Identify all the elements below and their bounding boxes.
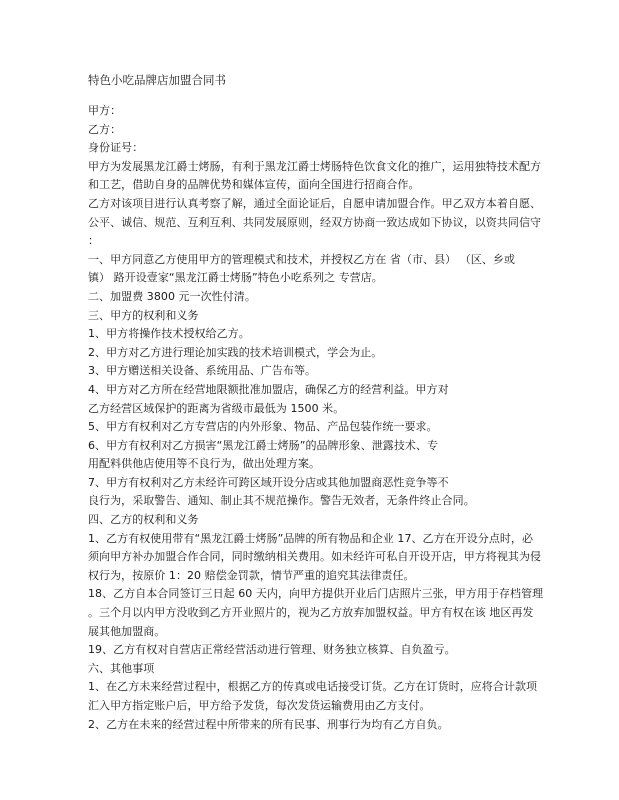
document-line: 汇入甲方指定账户后，甲方给予发货，每次发货运输费用由乙方支付。 — [88, 699, 431, 712]
document-line: 3、甲方赠送相关设备、系统用品、广告布等。 — [88, 364, 317, 378]
document-line: 展其他加盟商。 — [88, 624, 166, 638]
document-line: 和工艺，借助自身的品牌优势和媒体宣传，面向全国进行招商合作。 — [88, 178, 420, 192]
document-line: 乙方： — [88, 122, 122, 136]
document-line: 乙方对该项目进行认真考察了解，通过全面论证后，自愿申请加盟合作。甲乙双方本着自愿、 — [88, 196, 542, 210]
document-title: 特色小吃品牌店加盟合同书 — [88, 73, 226, 87]
document-line: 19、乙方有权对自营店正常经营活动进行管理、财务独立核算、自负盈亏。 — [88, 643, 456, 657]
document-line: 用配料供他店使用等不良行为，做出处理方案。 — [88, 457, 321, 471]
document-line: 镇） 路开设壹家“黑龙江爵士烤肠”特色小吃系列之 专营店。 — [88, 271, 383, 285]
document-line: 5、甲方有权利对乙方专营店的内外形象、物品、产品包装作统一要求。 — [88, 420, 438, 434]
document-line: ： — [88, 234, 100, 248]
document-line: 四、乙方的权利和义务 — [88, 513, 199, 527]
document-line: 乙方经营区域保护的距离为省级市最低为 1500 米。 — [88, 401, 345, 415]
document-line: 1、在乙方未来经营过程中，根据乙方的传真或电话接受订货。乙方在订货时，应将合计款项 — [88, 680, 538, 694]
document-line: 2、乙方在未来的经营过程中所带来的所有民事、刑事行为均有乙方自负。 — [88, 717, 449, 731]
document-line: 身份证号： — [88, 141, 144, 155]
document-line: 7、甲方有权利对乙方未经许可跨区域开设分店或其他加盟商恶性竞争等不 — [88, 475, 449, 489]
document-line: 一、甲方同意乙方使用甲方的管理模式和技术，并授权乙方在 省（市、县） （区、乡或 — [88, 252, 515, 266]
document-line: 2、甲方对乙方进行理论加实践的技术培训模式，学会为止。 — [88, 345, 383, 359]
document-line: 1、乙方有权使用带有“黑龙江爵士烤肠”品牌的所有物品和企业 17、乙方在开设分点时，必 — [88, 531, 534, 545]
document-line: 二、加盟费 3800 元一次性付清。 — [88, 289, 256, 303]
document-line: 甲方： — [88, 104, 122, 117]
document-line: 三、甲方的权利和义务 — [88, 308, 199, 322]
document-line: 六、其他事项 — [88, 661, 155, 675]
document-line: 须向甲方补办加盟合作合同，同时缴纳相关费用。如未经许可私自开设开店，甲方将视其为侵 — [88, 550, 542, 564]
document-line: 权行为，按原价 1：20 赔偿金罚款，情节严重的追究其法律责任。 — [88, 568, 415, 582]
document-line: 1、甲方将操作技术授权给乙方。 — [88, 327, 250, 341]
document-line: 18、乙方自本合同签订三日起 60 天内，向甲方提供开业后门店照片三张，甲方用于存档管理 — [88, 587, 544, 601]
document-line: 4、甲方对乙方所在经营地限额批准加盟店，确保乙方的经营利益。甲方对 — [88, 382, 449, 396]
document-line: 甲方为发展黑龙江爵士烤肠，有利于黑龙江爵士烤肠特色饮食文化的推广，运用独特技术配方 — [88, 159, 542, 173]
document-line: 。三个月以内甲方没收到乙方开业照片的，视为乙方放弃加盟权益。甲方有权在该 地区再发 — [88, 606, 534, 620]
document-line: 良行为，采取警告、通知、制止其不规范操作。警告无效者，无条件终止合同。 — [88, 494, 475, 508]
document-line: 公平、诚信、规范、互利互利、共同发展原则，经双方协商一致达成如下协议，以资共同信守 — [88, 215, 542, 229]
document-line: 6、甲方有权利对乙方损害“黑龙江爵士烤肠”的品牌形象、泄露技术、专 — [88, 438, 439, 452]
document-body — [88, 102, 575, 734]
